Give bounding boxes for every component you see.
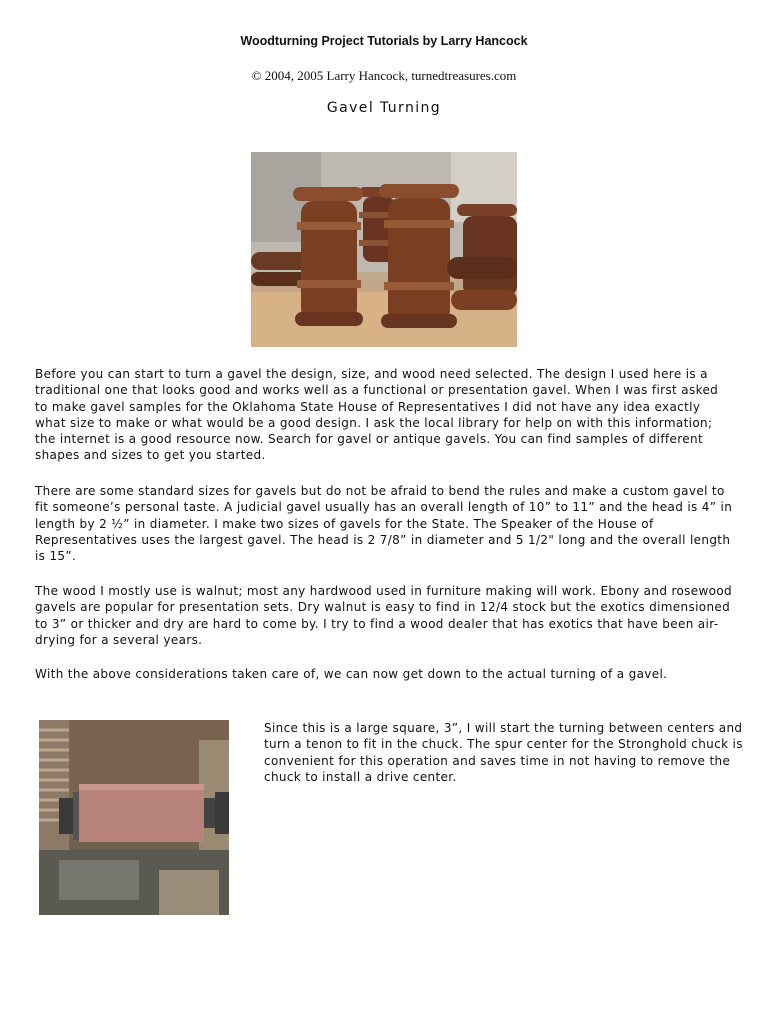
series-title: Woodturning Project Tutorials by Larry Hancock bbox=[240, 34, 528, 48]
paragraph-design: Before you can start to turn a gavel the design, size, and wood need selected. The design I used here is a traditional one that looks good and works well as a functional or presentation gavel. When I was first asked to make gavel samples for the Oklahoma State House of Representatives I did not have any idea exactly what size to make or what would be a good design. I ask the local library for help on with this information; the internet is a good resource now. Search for gavel or antique gavels. You can find samples of different shapes and sizes to get you started. bbox=[35, 367, 719, 463]
wood-blank-on-lathe-photo bbox=[39, 720, 229, 915]
page-title: Gavel Turning bbox=[326, 100, 442, 116]
paragraph-turning-start: Since this is a large square, 3”, I will start the turning between centers and turn a tenon to fit in the chuck. The spur center for the Stronghold chuck is convenient for this operation and saves time in not having to remove the chuck to install a drive center. bbox=[264, 721, 743, 784]
paragraph-wood: The wood I mostly use is walnut; most any hardwood used in furniture making will work. Ebony and rosewood gavels are popular for presentation sets. Dry walnut is easy to find in 12/4 stock but the exotics dimensioned to 3” or thicker and dry are hard to come by. I try to find a wood dealer that has exotics that have been air-drying for a several years. bbox=[35, 584, 733, 647]
paragraph-transition: With the above considerations taken care of, we can now get down to the actual turning of a gavel. bbox=[35, 667, 668, 681]
gavels-photo bbox=[251, 152, 517, 347]
paragraph-sizes: There are some standard sizes for gavels but do not be afraid to bend the rules and make a custom gavel to fit someone’s personal taste. A judicial gavel usually has an overall length of 10” to 11” and the head is 4” in length by 2 ½” in diameter. I make two sizes of gavels for the State. The Speaker of the House of Representatives uses the largest gavel. The head is 2 7/8” in diameter and 5 1/2" long and the overall length is 15”. bbox=[35, 484, 733, 564]
copyright-line: © 2004, 2005 Larry Hancock, turnedtreasures.com bbox=[251, 68, 517, 83]
